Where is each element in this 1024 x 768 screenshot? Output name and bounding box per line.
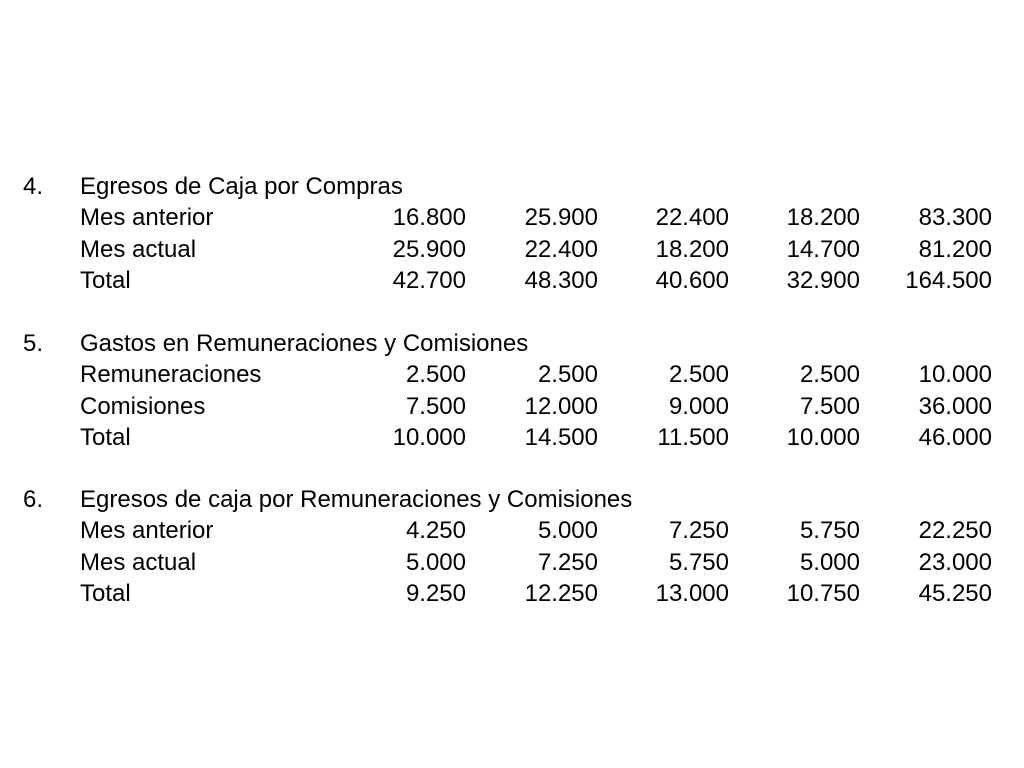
value-cell: 9.250 (405, 579, 466, 607)
section-header (0, 171, 1024, 202)
total-cell: 46.000 (918, 423, 992, 451)
table-row-total (0, 422, 1024, 453)
total-cell: 23.000 (918, 548, 992, 576)
value-cell: 2.500 (668, 361, 729, 389)
total-cell: 10.000 (918, 361, 992, 389)
value-cell: 7.250 (537, 548, 598, 576)
row-label: Comisiones (80, 392, 206, 420)
row-label: Remuneraciones (80, 361, 262, 389)
value-cell: 4.250 (405, 517, 466, 545)
section-egresos-caja-remuneraciones (0, 484, 1024, 609)
total-cell: 36.000 (918, 392, 992, 420)
value-cell: 40.600 (655, 266, 729, 294)
value-cell: 42.700 (392, 266, 466, 294)
value-cell: 14.700 (786, 235, 860, 263)
table-row (0, 391, 1024, 422)
row-label: Mes anterior (80, 517, 214, 545)
section-title: Egresos de caja por Remuneraciones y Comisiones (80, 486, 633, 513)
table-row (0, 202, 1024, 233)
value-cell: 7.250 (668, 517, 729, 545)
section-header (0, 328, 1024, 359)
section-title: Gastos en Remuneraciones y Comisiones (80, 330, 529, 357)
table-row (0, 547, 1024, 578)
section-title: Egresos de Caja por Compras (80, 173, 403, 200)
value-cell: 5.750 (799, 517, 860, 545)
value-cell: 10.000 (392, 423, 466, 451)
value-cell: 2.500 (537, 361, 598, 389)
total-cell: 81.200 (918, 235, 992, 263)
value-cell: 11.500 (657, 423, 729, 451)
value-cell: 5.000 (537, 517, 598, 545)
row-label: Total (80, 423, 131, 451)
total-cell: 83.300 (918, 204, 992, 232)
value-cell: 9.000 (668, 392, 729, 420)
section-egresos-caja-compras (0, 171, 1024, 296)
row-label: Total (80, 579, 131, 607)
total-cell: 164.500 (905, 266, 992, 294)
value-cell: 12.000 (524, 392, 598, 420)
row-label: Mes actual (80, 235, 197, 263)
value-cell: 18.200 (655, 235, 729, 263)
value-cell: 5.000 (405, 548, 466, 576)
value-cell: 18.200 (786, 204, 860, 232)
section-number: 5. (23, 330, 44, 357)
value-cell: 7.500 (405, 392, 466, 420)
total-cell: 45.250 (918, 579, 992, 607)
table-row (0, 515, 1024, 546)
row-label: Total (80, 266, 131, 294)
value-cell: 13.000 (655, 579, 729, 607)
value-cell: 22.400 (524, 235, 598, 263)
row-label: Mes anterior (80, 204, 214, 232)
value-cell: 48.300 (524, 266, 598, 294)
section-gastos-remuneraciones-comisiones (0, 328, 1024, 453)
section-number: 4. (23, 173, 44, 200)
value-cell: 10.750 (786, 579, 860, 607)
value-cell: 14.500 (524, 423, 598, 451)
table-row (0, 359, 1024, 390)
total-cell: 22.250 (918, 517, 992, 545)
value-cell: 2.500 (405, 361, 466, 389)
value-cell: 5.750 (668, 548, 729, 576)
value-cell: 12.250 (524, 579, 598, 607)
section-header (0, 484, 1024, 515)
value-cell: 25.900 (392, 235, 466, 263)
value-cell: 32.900 (786, 266, 860, 294)
table-row-total (0, 265, 1024, 296)
row-label: Mes actual (80, 548, 197, 576)
value-cell: 7.500 (799, 392, 860, 420)
value-cell: 2.500 (799, 361, 860, 389)
table-row (0, 234, 1024, 265)
value-cell: 22.400 (655, 204, 729, 232)
section-number: 6. (23, 486, 44, 513)
value-cell: 5.000 (799, 548, 860, 576)
value-cell: 16.800 (392, 204, 466, 232)
value-cell: 10.000 (786, 423, 860, 451)
table-row-total (0, 578, 1024, 609)
value-cell: 25.900 (524, 204, 598, 232)
